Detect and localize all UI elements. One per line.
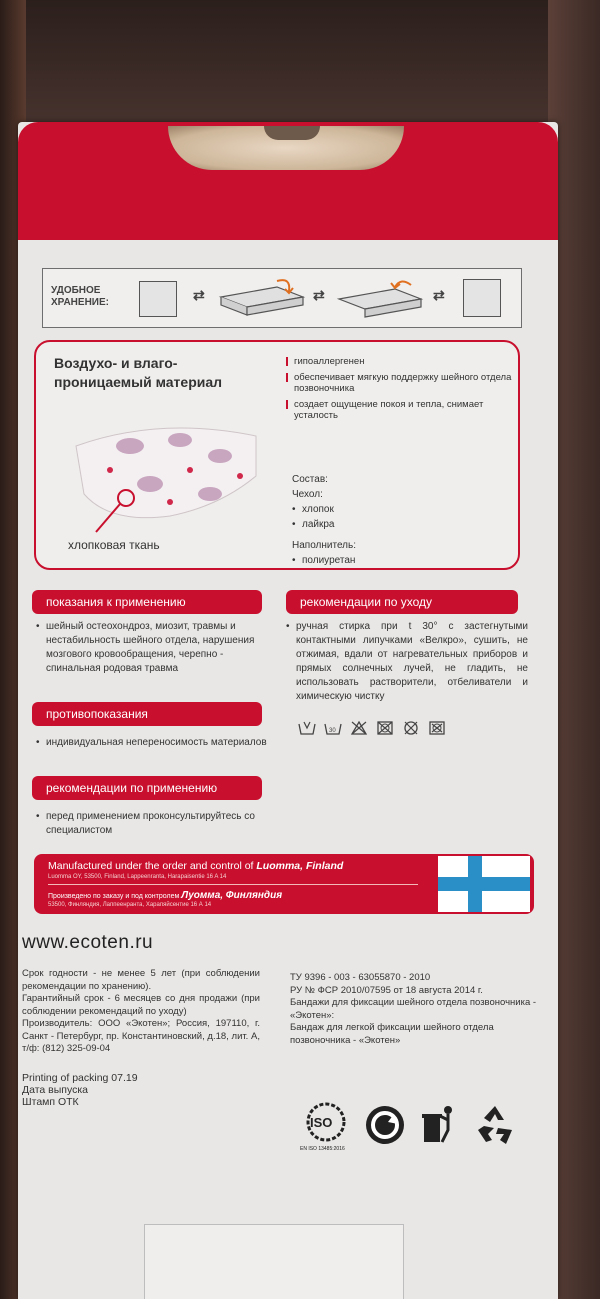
- box-flat-icon: [463, 279, 501, 317]
- filler-title: Наполнитель:: [292, 540, 357, 551]
- finland-flag: [438, 856, 530, 912]
- warranty: Гарантийный срок - 6 месяцев со дня продажи (при соблюдении рекомендаций по уходу): [22, 993, 260, 1017]
- divider: [48, 884, 418, 885]
- manufacturer-en: [48, 860, 343, 872]
- manufacturer-ru-address: 53500, Финляндия, Лаппеенранта, Харапяйсентие 16 А 14: [48, 902, 212, 908]
- no-bleach-icon: [350, 720, 368, 736]
- hand-wash-icon: [298, 720, 316, 736]
- print-info: [22, 1072, 222, 1108]
- svg-text:30: 30: [329, 728, 336, 734]
- material-panel: [34, 340, 520, 570]
- contraindications-header: противопоказания: [32, 702, 262, 726]
- iso-logo-text: ISO: [310, 1115, 333, 1130]
- product-name: Бандаж для легкой фиксации шейного отдела позвоночника - «Экотен»: [290, 1022, 494, 1046]
- storage-instructions: [42, 268, 522, 328]
- producer: Производитель: ООО «Экотен»; Россия, 197110, г. Санкт - Петербург, пр. Константиновский, д.18, лит. А, т/ф: (812) 325-09-04: [22, 1018, 260, 1054]
- feature-item: создает ощущение покоя и тепла, снимает усталость: [286, 399, 514, 421]
- wash-30-icon: [324, 720, 342, 736]
- fabric-band-image: [70, 406, 260, 536]
- registration: РУ № ФСР 2010/07595 от 18 августа 2014 г.: [290, 984, 483, 996]
- usage-text: • перед применением проконсультируйтесь со специалистом: [36, 810, 278, 838]
- info-left: [22, 968, 260, 1056]
- qc-stamp: Штамп ОТК: [22, 1096, 79, 1108]
- product-box: [18, 122, 558, 1299]
- manufacturer-ru: [48, 890, 282, 901]
- care-icons: [298, 720, 446, 736]
- recycling-loop-icon: [364, 1104, 406, 1146]
- manufacturer-band: [34, 854, 534, 914]
- recycle-icon: [470, 1100, 520, 1150]
- print-date: Printing of packing 07.19: [22, 1072, 138, 1084]
- composition-title: Состав:: [292, 474, 328, 485]
- product-line: Бандажи для фиксации шейного отдела позвоночника - «Экотен»:: [290, 997, 537, 1021]
- swap-arrow-icon: ⇄: [193, 287, 205, 303]
- storage-label: УДОБНОЕ ХРАНЕНИЕ:: [51, 285, 109, 308]
- iso-logo-subtext: EN ISO 13485:2016: [300, 1146, 345, 1152]
- panel-title: Воздухо- и влаго-проницаемый материал: [54, 355, 223, 390]
- hang-hole-inner: [264, 126, 320, 140]
- indications-header: показания к применению: [32, 590, 262, 614]
- features-list: [286, 356, 514, 426]
- feature-item: гипоаллергенен: [286, 356, 514, 367]
- composition: [292, 472, 512, 568]
- fabric-label: хлопковая ткань: [68, 538, 160, 552]
- no-iron-icon: [402, 720, 420, 736]
- manufacturer-en-brand: Luomma, Finland: [256, 860, 344, 872]
- feature-item: обеспечивает мягкую поддержку шейного отдела позвоночника: [286, 372, 514, 394]
- manufacturer-ru-prefix: Произведено по заказу и под контролем: [48, 893, 180, 900]
- care-header: рекомендации по уходу: [286, 590, 518, 614]
- filler-item: • полиуретан: [292, 553, 512, 568]
- manufacturer-ru-brand: Луомма, Финляндия: [181, 890, 283, 901]
- background-top: [0, 0, 600, 140]
- usage-header: рекомендации по применению: [32, 776, 262, 800]
- release-date: Дата выпуска: [22, 1084, 89, 1096]
- box-closing-icon: [335, 275, 425, 323]
- swap-arrow-icon: ⇄: [313, 287, 325, 303]
- shelf-life: Срок годности - не менее 5 лет (при соблюдении рекомендации по хранению).: [22, 968, 260, 992]
- info-right: [290, 972, 540, 1047]
- contraindications-text: • индивидуальная непереносимость материалов: [36, 736, 278, 750]
- bottom-tab: [144, 1224, 404, 1299]
- box-opening-icon: [217, 275, 307, 323]
- box-closed-icon: [139, 281, 177, 317]
- manufacturer-en-prefix: Manufactured under the order and control of: [48, 860, 254, 872]
- tu-number: ТУ 9396 - 003 - 63055870 - 2010: [290, 972, 431, 983]
- cover-item: • хлопок: [292, 502, 512, 517]
- swap-arrow-icon: ⇄: [433, 287, 445, 303]
- no-tumble-dry-icon: [376, 720, 394, 736]
- cover-title: Чехол:: [292, 489, 323, 500]
- manufacturer-en-address: Luomma OY, 53500, Finland, Lappeenranta, Harapaisentie 16 A 14: [48, 874, 227, 880]
- no-dry-clean-icon: [428, 720, 446, 736]
- indications-text: • шейный остеохондроз, миозит, травмы и нестабильность шейного отдела, нарушения мозгового кровообращения, черепно - спинальная родовая травма: [36, 620, 278, 676]
- website: www.ecoten.ru: [22, 932, 154, 953]
- iso-logo: [298, 1102, 354, 1152]
- tidyman-bin-icon: [418, 1102, 458, 1148]
- cover-item: • лайкра: [292, 517, 512, 532]
- care-text: • ручная стирка при t 30° с застегнутыми контактными липучками «Велкро», сушить, не отжимая, вдали от нагревательных приборов и прямых солнечных лучей, не гладить, не использовать растворители, отбеливатели и химическую чистку: [286, 620, 528, 704]
